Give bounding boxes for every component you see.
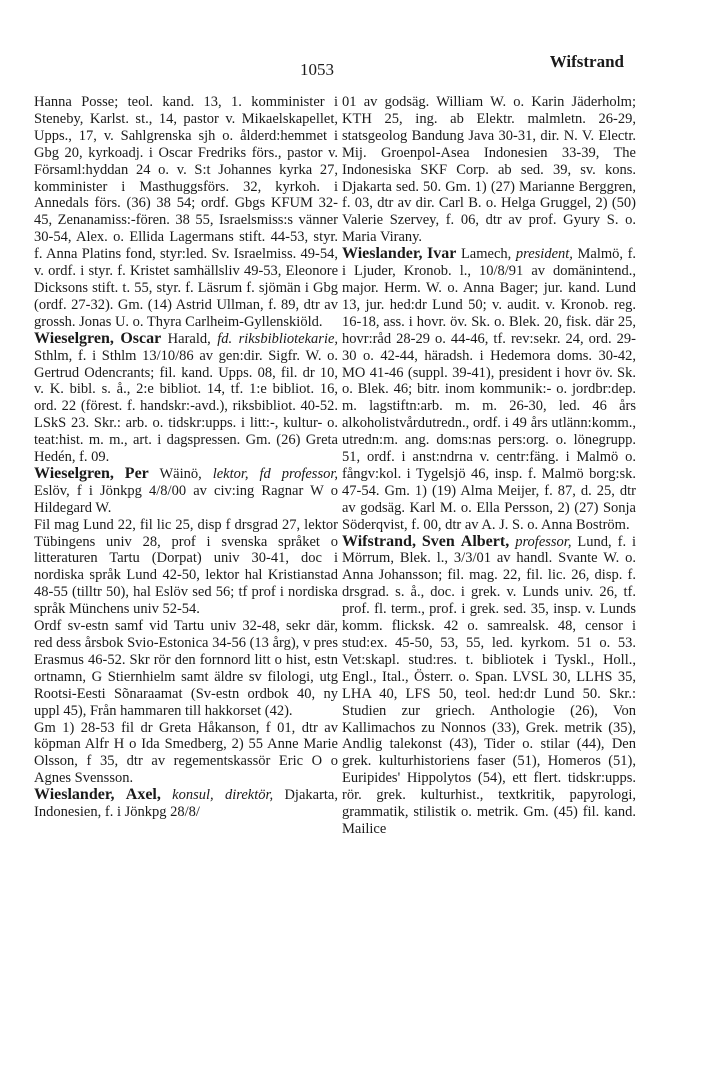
continuation-text: Hanna Posse; teol. kand. 13, 1. komminister i Steneby, Karlst. st., 14, pastor v. Mikaelskapellet, Upps., 17, v. Sahlgrenska sjh o. ålderd:hemmet i Gbg 20, kyrkoadj. i Oscar Fredriks förs., pastor v. Församl:hyddan 24 o. v. S:t Johannes kyrka 27, komminister i Masthuggsförs. 32, kyrkoh. i Annedals förs. (36) 38 54; ordf. Gbgs KFUM 32-45, Zenanamiss:-fören. 38 55, Israelsmiss:s vänner 30-54, Alex. o. Ellida Lagermans stift. 44-53, styr. f. Anna Platins fond, styr:led. Sv. Israelmiss. 49-54, v. ordf. i styr. f. Kristet samhällsliv 49-53, Eleonore Dicksons stift. t. 55, styr. f. Läsrum f. sjömän i Gbg (ordf. 27-32). Gm. (14) Astrid Ullman, f. 89, dtr av grossh. Jonas U. o. Thyra Carlheim-Gyllenskiöld. — [34, 94, 338, 330]
entry-middle-name: Albert, — [460, 532, 510, 550]
entry-wieselgren-oscar — [34, 331, 338, 466]
entry-middle-name: Wäinö, — [159, 465, 202, 482]
entry-forename: Sven — [421, 532, 455, 550]
entry-surname: Wieslander, — [342, 245, 423, 263]
entry-surname: Wieslander, — [34, 786, 115, 804]
entry-wieslander-axel — [34, 787, 338, 821]
entry-wieslander-ivar — [342, 246, 636, 533]
entry-forename: Per — [124, 464, 149, 482]
entry-middle-name: Lamech, — [460, 246, 512, 263]
entry-title: konsul, direktör, — [172, 787, 274, 804]
entry-surname: Wieselgren, — [34, 329, 114, 347]
entry-middle-name: Harald, — [167, 330, 211, 347]
continuation-text: 01 av godsäg. William W. o. Karin Jäderholm; KTH 25, ing. ab Elektr. malmletn. 26-29, statsgeolog Bandung Java 30-31, dir. N. V. Electr. Mij. Groenpol-Asea Indonesien 33-39, The Indonesiska SKF Corp. ab sed. 39, sv. kons. Djakarta sed. 50. Gm. 1) (27) Marianne Berggren, f. 03, dtr av dir. Carl B. o. Helga Gruggel, 2) (50) Valerie Szervey, f. 06, dtr av prof. Gyury S. o. Maria Virany. — [342, 94, 636, 246]
entry-text: Sthlm, f. i Sthlm 13/10/86 av gen:dir. Sigfr. W. o. Gertrud Odencrants; fil. kand. Upps. 08, fil. dr 10, v. K. bibl. s. å., 2:e bibliot. 14, tf. 1:e bibliot. 16, ord. 22 (förest. f. handskr:-avd.), riksbibliot. 40-52. LSkS 23. Skr.: arb. o. tidskr:upps. i litt:-, kultur- o. teat:hist. m. m., art. i dagspressen. Gm. (26) Greta Hedén, f. 09. — [34, 347, 338, 466]
entry-forename: Axel, — [125, 786, 161, 804]
entry-title: president, — [515, 246, 573, 263]
entry-text: Lund, f. i Mörrum, Blek. l., 3/3/01 av handl. Svante W. o. Anna Johansson; fil. mag. 22, fil. lic. 26, disp. f. drsgrad. s. å., doc. i grek. v. Lunds univ. 26, tf. prof. fl. term., prof. i grek. sed. 35, insp. v. Lunds komm. flicksk. 42 o. samrealsk. 48, censor i stud:ex. 45-50, 53, 55, led. kyrkom. 51 o. 53. Vet:skapl. stud:res. t. bibliotek i Tyskl., Holl., Engl., Ital., Österr. o. Span. LVSL 30, LLHS 35, LHA 40, LFS 50, teol. hed:dr Lund 50. Skr.: Studien zur griech. Anthologie (26), Von Kallimachos zu Nonnos (33), Grek. metrik (35), Andlig talekonst (43), Tider o. stilar (44), Den grek. kulturhistoriens faser (51), Homeros (51), Euripides' Hippolytos (54), ett flert. tidskr:upps. rör. grek. kulturhist., textkritik, papyrologi, grammatik, stilistik o. metrik. Gm. (45) fil. kand. Mailice — [342, 533, 637, 837]
entry-title: fd. riksbibliotekarie, — [217, 330, 339, 347]
entry-forename: Oscar — [120, 329, 162, 347]
entry-wifstrand-sven — [342, 534, 636, 838]
entry-surname: Wifstrand, — [342, 532, 416, 550]
entry-wieselgren-per — [34, 466, 338, 517]
entry-text: Djakarta, Indonesien, f. i Jönkpg 28/8/ — [34, 787, 338, 821]
entry-paragraph: Ordf sv-estn samf vid Tartu univ 32-48, sekr där, red dess årsbok Svio-Estonica 34-56 (13 årg), v pres Erasmus 46-52. Skr rör den fornnord litt o hist, estn ortnamn, G Stiernhielm samt äldre sv filologi, utg Rootsi-Eesti Sõnaraamat (Sv-estn ordbok 40, ny uppl 45), Från hammaren till hakkorset (42). — [34, 618, 338, 719]
entry-paragraph: Gm 1) 28-53 fil dr Greta Håkanson, f 01, dtr av köpman Alfr H o Ida Smedberg, 2) 55 Anne Marie Olsson, f 35, dtr av regementskassör Eric O o Agnes Svensson. — [34, 719, 338, 787]
running-head: Wifstrand — [549, 52, 624, 71]
entry-text: Malmö, f. i Ljuder, Kronob. l., 10/8/91 av domänintend., major. Herm. W. o. Anna Bager; jur. kand. Lund 13, jur. hed:dr Lund 50; v. audit. v. Kronob. reg. 16-18, ass. i hovr. öv. Sk. o. Blek. 20, fisk. där 25, hovr:råd 28-29 o. 44-46, tf. rev:sekr. 24, ord. 29-30 o. 42-44, häradsh. i Hedemora doms. 30-42, MO 41-46 (suppl. 39-41), president i hovr öv. Sk. o. Blek. 46; bitr. inom kommunik:- o. jordbr:dep. m. lagstiftn:arb. m. m. 26-30, led. 46 års alkoholistvårdutredn., ordf. i 49 års utlänn:komm., utredn:m. ang. doms:nas pers:org. o. lönegrupp. 51, ordf. i anst:ndrna v. centr:fäng. i Malmö o. fångv:kol. i Tygelsjö 46, insp. f. Malmö borg:sk. 47-54. Gm. 1) (19) Alma Meijer, f. 87, d. 25, dtr av godsäg. Karl M. o. Ella Persson, 2) (27) Sonja Söderqvist, f. 00, dtr av A. J. S. o. Anna Boström. — [342, 246, 637, 533]
right-column — [342, 94, 636, 838]
left-column — [34, 94, 338, 821]
entry-title: lektor, fd professor, — [212, 465, 339, 482]
entry-paragraph: Fil mag Lund 22, fil lic 25, disp f drsgrad 27, lektor Tübingens univ 28, prof i svenska språket o litteraturen Tartu (Dorpat) univ 30-41, doc i nordiska språk Lund 42-50, lektor hal Kristianstad 48-55 (tilltr 50), hal Eslöv sed 56; tf prof i nordiska språk Münchens univ 52-54. — [34, 516, 338, 618]
page-number: 1053 — [300, 60, 334, 79]
entry-text: Eslöv, f i Jönkpg 4/8/00 av civ:ing Ragnar W o Hildegard W. — [34, 482, 338, 516]
entry-title: professor, — [515, 533, 572, 550]
entry-surname: Wieselgren, — [34, 464, 114, 482]
entry-forename: Ivar — [427, 245, 457, 263]
